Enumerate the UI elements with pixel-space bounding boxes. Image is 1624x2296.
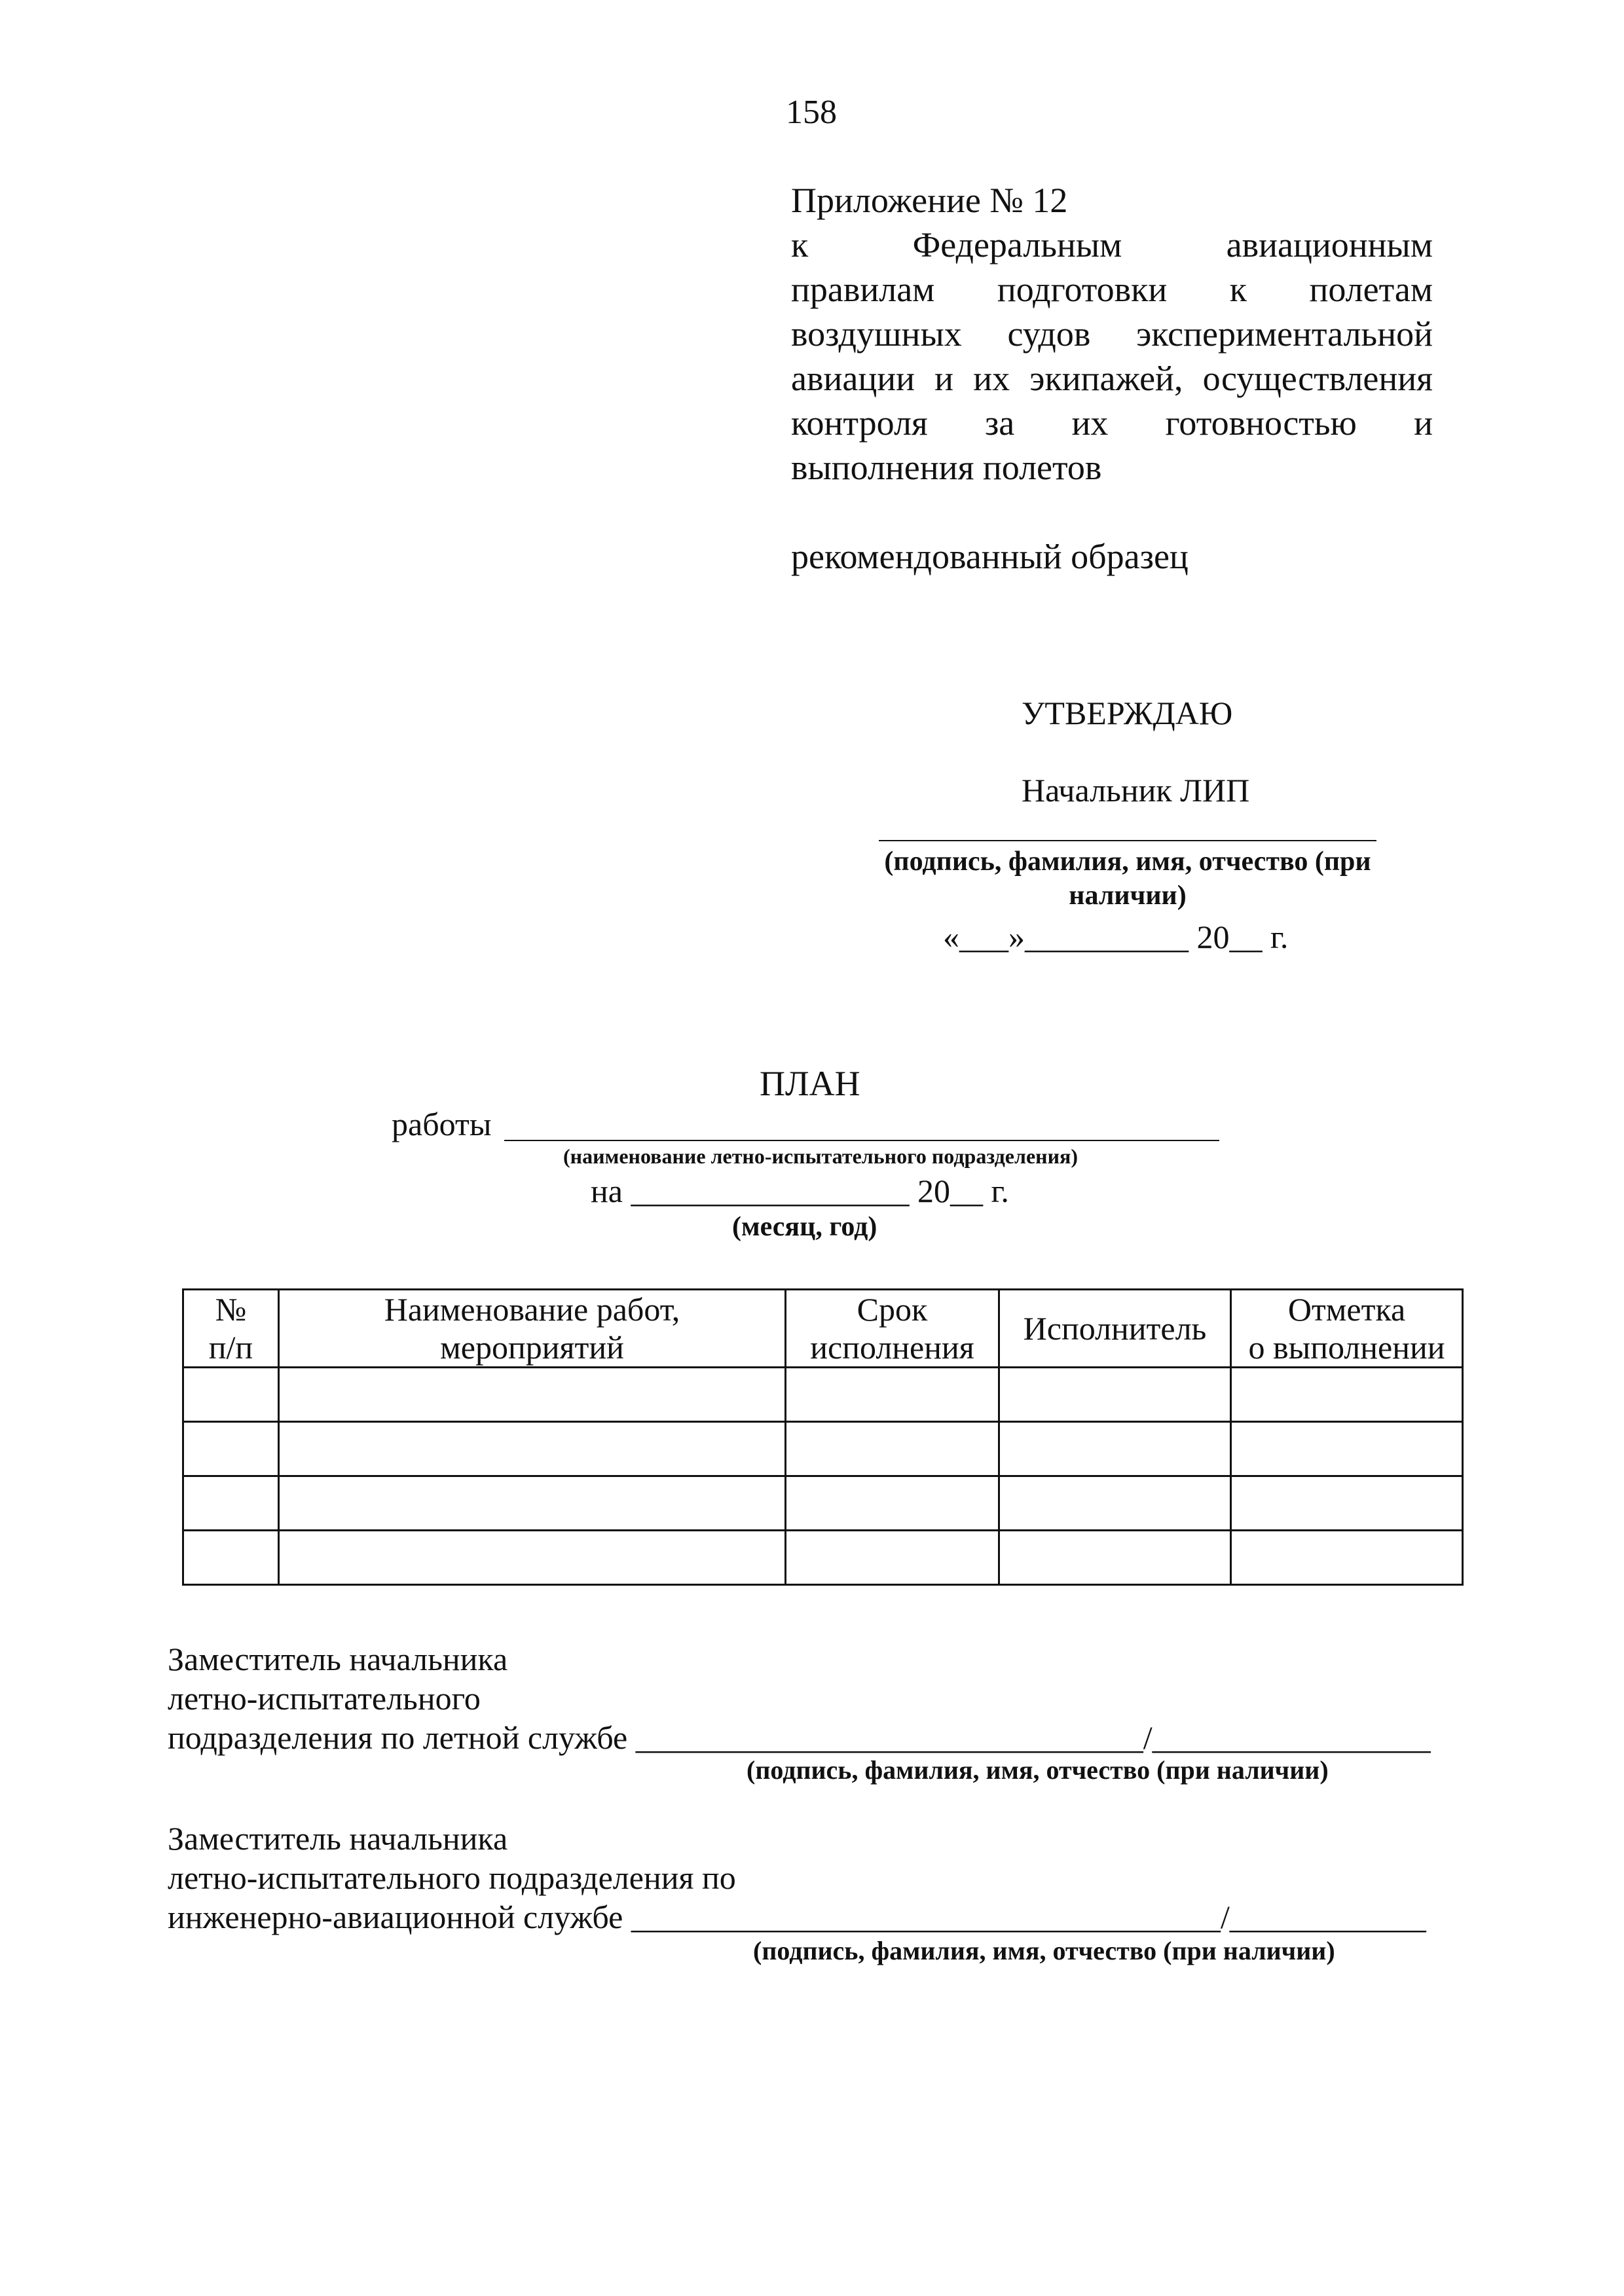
table-cell — [1231, 1368, 1463, 1422]
deputy-flight-signature — [168, 1639, 1431, 1757]
table-cell — [279, 1531, 786, 1585]
deputy-flight-line-3: подразделения по летной службе _______________________________/_________________ — [168, 1719, 1431, 1756]
deputy-eng-line-2: летно-испытательного подразделения по — [168, 1859, 736, 1896]
table-cell — [279, 1422, 786, 1476]
page-number: 158 — [786, 94, 837, 131]
table-row — [183, 1531, 1463, 1585]
appendix-line-2: правилам подготовки к полетам — [791, 270, 1433, 309]
plan-period-caption: (месяц, год) — [732, 1212, 877, 1242]
table-cell — [999, 1476, 1231, 1531]
deputy-flight-line-1: Заместитель начальника — [168, 1641, 508, 1677]
table-header-cell-1: № п/п — [183, 1290, 279, 1368]
table-cell — [999, 1422, 1231, 1476]
deputy-engineering-caption: (подпись, фамилия, имя, отчество (при наличии) — [753, 1936, 1335, 1965]
table-cell — [279, 1368, 786, 1422]
plan-title: ПЛАН — [760, 1064, 860, 1103]
table-row — [183, 1368, 1463, 1422]
appendix-line-5: контроля за их готовностью и — [791, 403, 1433, 443]
table-row — [183, 1476, 1463, 1531]
table-cell — [999, 1531, 1231, 1585]
table-cell — [786, 1531, 999, 1585]
plan-period-line: на _________________ 20__ г. — [591, 1173, 1009, 1209]
table-header-cell-2: Наименование работ, мероприятий — [279, 1290, 786, 1368]
table-cell — [786, 1368, 999, 1422]
table-cell — [183, 1422, 279, 1476]
table-header-cell-4: Исполнитель — [999, 1290, 1231, 1368]
table-cell — [183, 1531, 279, 1585]
table-header-cell-5: Отметка о выполнении — [1231, 1290, 1463, 1368]
table-header-row — [183, 1290, 1463, 1368]
plan-table — [182, 1288, 1464, 1586]
table-cell — [1231, 1531, 1463, 1585]
table-cell — [279, 1476, 786, 1531]
table-cell — [786, 1422, 999, 1476]
deputy-flight-line-2: летно-испытательного — [168, 1680, 481, 1717]
plan-works-label: работы — [392, 1106, 492, 1142]
approve-signature-caption: (подпись, фамилия, имя, отчество (при наличии) — [884, 847, 1371, 911]
table-row — [183, 1422, 1463, 1476]
appendix-line-4: авиации и их экипажей, осуществления — [791, 359, 1433, 398]
table-cell — [183, 1368, 279, 1422]
appendix-text — [791, 223, 1433, 445]
approve-heading: УТВЕРЖДАЮ — [1022, 695, 1233, 731]
deputy-engineering-signature — [168, 1819, 1426, 1937]
deputy-flight-caption: (подпись, фамилия, имя, отчество (при наличии) — [747, 1755, 1329, 1785]
table-cell — [786, 1476, 999, 1531]
appendix-title: Приложение № 12 — [791, 181, 1068, 220]
deputy-eng-line-1: Заместитель начальника — [168, 1820, 508, 1857]
plan-unit-line — [504, 1140, 1219, 1141]
appendix-header — [791, 178, 1433, 490]
table-cell — [1231, 1476, 1463, 1531]
table-cell — [999, 1368, 1231, 1422]
sample-note: рекомендованный образец — [791, 537, 1189, 576]
approve-position: Начальник ЛИП — [1022, 772, 1250, 809]
deputy-eng-line-3: инженерно-авиационной службе ____________________________________/____________ — [168, 1899, 1426, 1935]
approve-signature-line — [879, 840, 1376, 841]
table-body — [183, 1368, 1463, 1585]
table-cell — [183, 1476, 279, 1531]
appendix-last-line: выполнения полетов — [791, 448, 1102, 487]
table-header-cell-3: Срок исполнения — [786, 1290, 999, 1368]
table-cell — [1231, 1422, 1463, 1476]
approve-date-line: «___»__________ 20__ г. — [943, 919, 1289, 955]
appendix-line-1: к Федеральным авиационным — [791, 225, 1433, 264]
plan-unit-caption: (наименование летно-испытательного подразделения) — [563, 1144, 1078, 1168]
appendix-line-3: воздушных судов экспериментальной — [791, 314, 1433, 354]
